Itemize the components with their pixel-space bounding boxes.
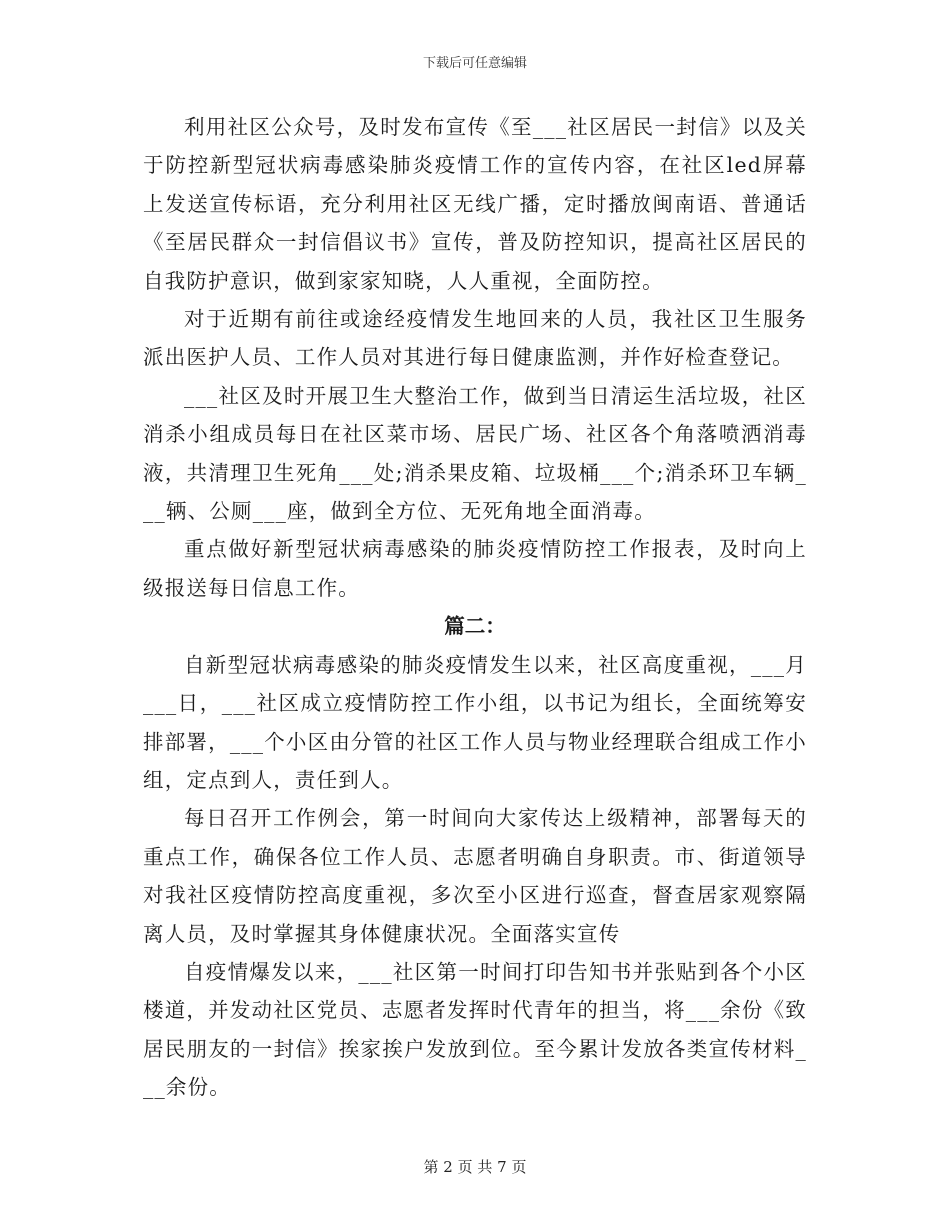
page-number: 第 2 页 共 7 页: [423, 1158, 527, 1176]
paragraph-publicity: 利用社区公众号，及时发布宣传《至___社区居民一封信》以及关于防控新型冠状病毒感染肺炎疫情工作的宣传内容，在社区led屏幕上发送宣传标语，充分利用社区无线广播，定时播放闽南语、普通话《至居民群众一封信倡议书》宣传，普及防控知识，提高社区居民的自我防护意识，做到家家知晓，人人重视，全面防控。: [143, 115, 807, 293]
paragraph-leaflets: 自疫情爆发以来，___社区第一时间打印告知书并张贴到各个小区楼道，并发动社区党员、志愿者发挥时代青年的担当，将___余份《致居民朋友的一封信》挨家挨户发放到位。至今累计发放各类宣传材料___余份。: [143, 959, 807, 1100]
paragraph-health-monitoring: 对于近期有前往或途经疫情发生地回来的人员，我社区卫生服务派出医护人员、工作人员对其进行每日健康监测，并作好检查登记。: [143, 307, 807, 370]
paragraph-reporting: 重点做好新型冠状病毒感染的肺炎疫情防控工作报表，及时向上级报送每日信息工作。: [143, 537, 807, 600]
document-body: [143, 108, 807, 1107]
paragraph-sanitation: ___社区及时开展卫生大整治工作，做到当日清运生活垃圾，社区消杀小组成员每日在社区菜市场、居民广场、社区各个角落喷洒消毒液，共清理卫生死角___处;消杀果皮箱、垃圾桶___个;消杀环卫车辆___辆、公厕___座，做到全方位、无死角地全面消毒。: [143, 383, 807, 524]
page-header-note: 下载后可任意编辑: [422, 56, 527, 71]
paragraph-task-force: 自新型冠状病毒感染的肺炎疫情发生以来，社区高度重视，___月___日，___社区成立疫情防控工作小组，以书记为组长，全面统筹安排部署，___个小区由分管的社区工作人员与物业经理联合组成工作小组，定点到人，责任到人。: [143, 652, 807, 792]
section-heading: 篇二：: [444, 614, 506, 639]
paragraph-daily-meeting: 每日召开工作例会，第一时间向大家传达上级精神，部署每天的重点工作，确保各位工作人员、志愿者明确自身职责。市、街道领导对我社区疫情防控高度重视，多次至小区进行巡查，督查居家观察隔离人员，及时掌握其身体健康状况。全面落实宣传: [143, 806, 807, 946]
